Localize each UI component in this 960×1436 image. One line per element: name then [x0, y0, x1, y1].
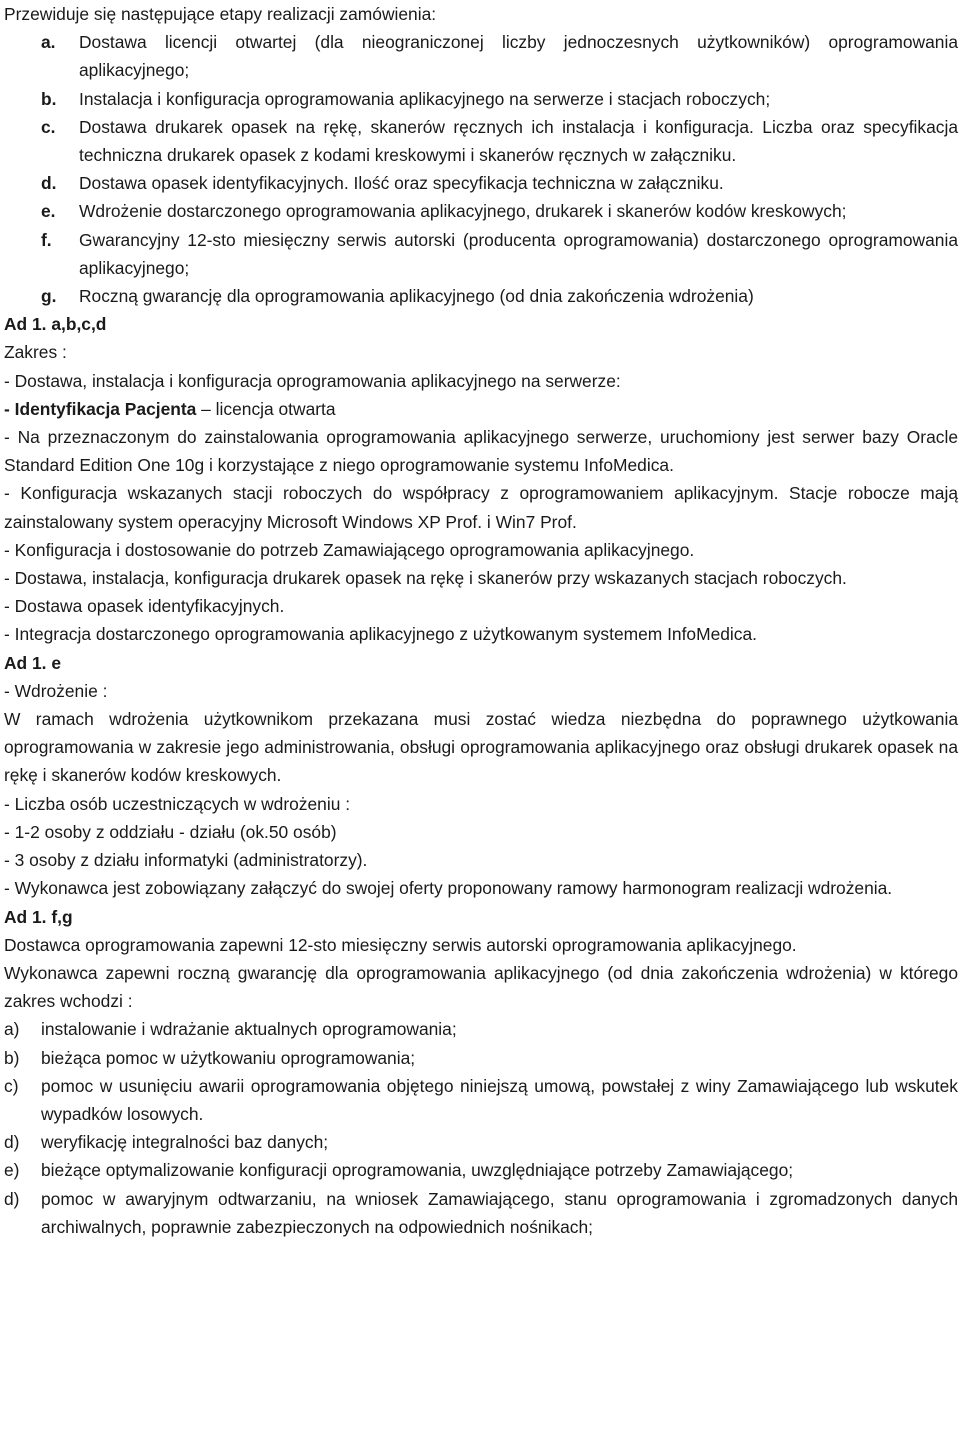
- warranty-list: [4, 1015, 958, 1241]
- stage-item-a: [4, 28, 958, 84]
- stage-text: Roczną gwarancję dla oprogramowania aplikacyjnego (od dnia zakończenia wdrożenia): [79, 286, 754, 307]
- warranty-paragraph: Wykonawca zapewni roczną gwarancję dla oprogramowania aplikacyjnego (od dnia zakończenia wdrożenia) w którego zakres wchodzi :: [4, 962, 958, 1012]
- warranty-text: instalowanie i wdrażanie aktualnych oprogramowania;: [41, 1019, 457, 1040]
- patient-id-line: [4, 395, 958, 423]
- warranty-item: [4, 1044, 958, 1072]
- stage-item-b: [4, 85, 958, 113]
- implementation-label: - Wdrożenie :: [4, 680, 108, 701]
- warranty-item: [4, 1185, 958, 1241]
- warranty-item: [4, 1015, 958, 1043]
- stage-label: a.: [41, 32, 56, 53]
- stage-item-c: [4, 113, 958, 169]
- warranty-text: pomoc w usunięciu awarii oprogramowania objętego niniejszą umową, powstałej z winy Zamawiającego lub wskutek wypadków losowych.: [41, 1075, 958, 1124]
- stage-label: c.: [41, 116, 56, 137]
- section-heading-abcd: Ad 1. a,b,c,d: [4, 314, 107, 335]
- stages-list: [4, 28, 958, 310]
- warranty-item: [4, 1128, 958, 1156]
- stage-item-d: [4, 169, 958, 197]
- stage-label: d.: [41, 173, 57, 194]
- warranty-item: [4, 1156, 958, 1184]
- printers-paragraph: - Dostawa, instalacja, konfiguracja drukarek opasek na rękę i skanerów przy wskazanych stacjach roboczych.: [4, 568, 847, 589]
- stage-label: g.: [41, 286, 57, 307]
- patient-id-title: - Identyfikacja Pacjenta: [4, 398, 197, 419]
- scope-label: Zakres :: [4, 342, 67, 363]
- warranty-label: b): [4, 1047, 20, 1068]
- stage-item-g: [4, 282, 958, 310]
- service-paragraph: Dostawca oprogramowania zapewni 12-sto miesięczny serwis autorski oprogramowania aplikacyjnego.: [4, 934, 797, 955]
- bands-paragraph: - Dostawa opasek identyfikacyjnych.: [4, 596, 285, 617]
- intro-paragraph: Przewiduje się następujące etapy realizacji zamówienia:: [4, 4, 437, 24]
- section-heading-e: Ad 1. e: [4, 652, 62, 673]
- server-paragraph: - Na przeznaczonym do zainstalowania oprogramowania aplikacyjnego serwerze, uruchomiony jest serwer bazy Oracle Standard Edition One 10g i korzystające z niego oprogramowanie systemu InfoMedica.: [4, 427, 958, 476]
- participants-line-2: - 3 osoby z działu informatyki (administratorzy).: [4, 850, 368, 871]
- stage-label: b.: [41, 88, 57, 109]
- stage-text: Dostawa opasek identyfikacyjnych. Ilość oraz specyfikacja techniczna w załączniku.: [79, 173, 724, 194]
- stage-item-f: [4, 226, 958, 282]
- participants-title: - Liczba osób uczestniczących w wdrożeniu :: [4, 793, 351, 814]
- warranty-text: bieżące optymalizowanie konfiguracji oprogramowania, uwzględniające potrzeby Zamawiającego;: [41, 1160, 794, 1181]
- integration-paragraph: - Integracja dostarczonego oprogramowania aplikacyjnego z użytkowanym systemem InfoMedica.: [4, 624, 757, 645]
- warranty-text: bieżąca pomoc w użytkowaniu oprogramowania;: [41, 1047, 416, 1068]
- stage-text: Dostawa drukarek opasek na rękę, skanerów ręcznych ich instalacja i konfiguracja. Liczba oraz specyfikacja techniczna drukarek opasek z kodami kreskowymi i skanerów ręcznych w załączniku.: [79, 116, 958, 166]
- stage-label: e.: [41, 201, 56, 222]
- warranty-text: pomoc w awaryjnym odtwarzaniu, na wniosek Zamawiającego, stanu oprogramowania i zgromadzonych danych archiwalnych, poprawnie zabezpieczonych na odpowiednich nośnikach;: [41, 1188, 958, 1237]
- stage-item-e: [4, 197, 958, 225]
- section-heading-fg: Ad 1. f,g: [4, 906, 73, 927]
- patient-id-license: – licencja otwarta: [196, 398, 336, 419]
- stage-text: Wdrożenie dostarczonego oprogramowania aplikacyjnego, drukarek i skanerów kodów kreskowych;: [79, 201, 847, 222]
- config-paragraph: - Konfiguracja i dostosowanie do potrzeb Zamawiającego oprogramowania aplikacyjnego.: [4, 539, 695, 560]
- scope-line-install: - Dostawa, instalacja i konfiguracja oprogramowania aplikacyjnego na serwerze:: [4, 370, 621, 391]
- warranty-text: weryfikację integralności baz danych;: [41, 1132, 329, 1153]
- warranty-label: d): [4, 1132, 20, 1153]
- participants-line-1: - 1-2 osoby z oddziału - działu (ok.50 osób): [4, 821, 337, 842]
- warranty-label: a): [4, 1019, 20, 1040]
- knowledge-paragraph: W ramach wdrożenia użytkownikom przekazana musi zostać wiedza niezbędna do poprawnego użytkowania oprogramowania w zakresie jego administrowania, obsługi oprogramowania aplikacyjnego oraz obsługi drukarek opasek na rękę i skanerów kodów kreskowych.: [4, 709, 958, 786]
- schedule-paragraph: - Wykonawca jest zobowiązany załączyć do swojej oferty proponowany ramowy harmonogram realizacji wdrożenia.: [4, 878, 893, 899]
- warranty-label: e): [4, 1160, 20, 1181]
- stage-text: Instalacja i konfiguracja oprogramowania aplikacyjnego na serwerze i stacjach roboczych;: [79, 88, 771, 109]
- stations-paragraph: - Konfiguracja wskazanych stacji roboczych do współpracy z oprogramowaniem aplikacyjnym. Stacje robocze mają zainstalowany system operacyjny Microsoft Windows XP Prof. i Win7 Prof.: [4, 483, 958, 532]
- stage-text: Gwarancyjny 12-sto miesięczny serwis autorski (producenta oprogramowania) dostarczonego oprogramowania aplikacyjnego;: [79, 229, 958, 278]
- warranty-item: [4, 1072, 958, 1128]
- warranty-label: d): [4, 1188, 20, 1209]
- warranty-label: c): [4, 1075, 19, 1096]
- stage-label: f.: [41, 229, 52, 250]
- stage-text: Dostawa licencji otwartej (dla nieograniczonej liczby jednoczesnych użytkowników) oprogramowania aplikacyjnego;: [79, 32, 958, 81]
